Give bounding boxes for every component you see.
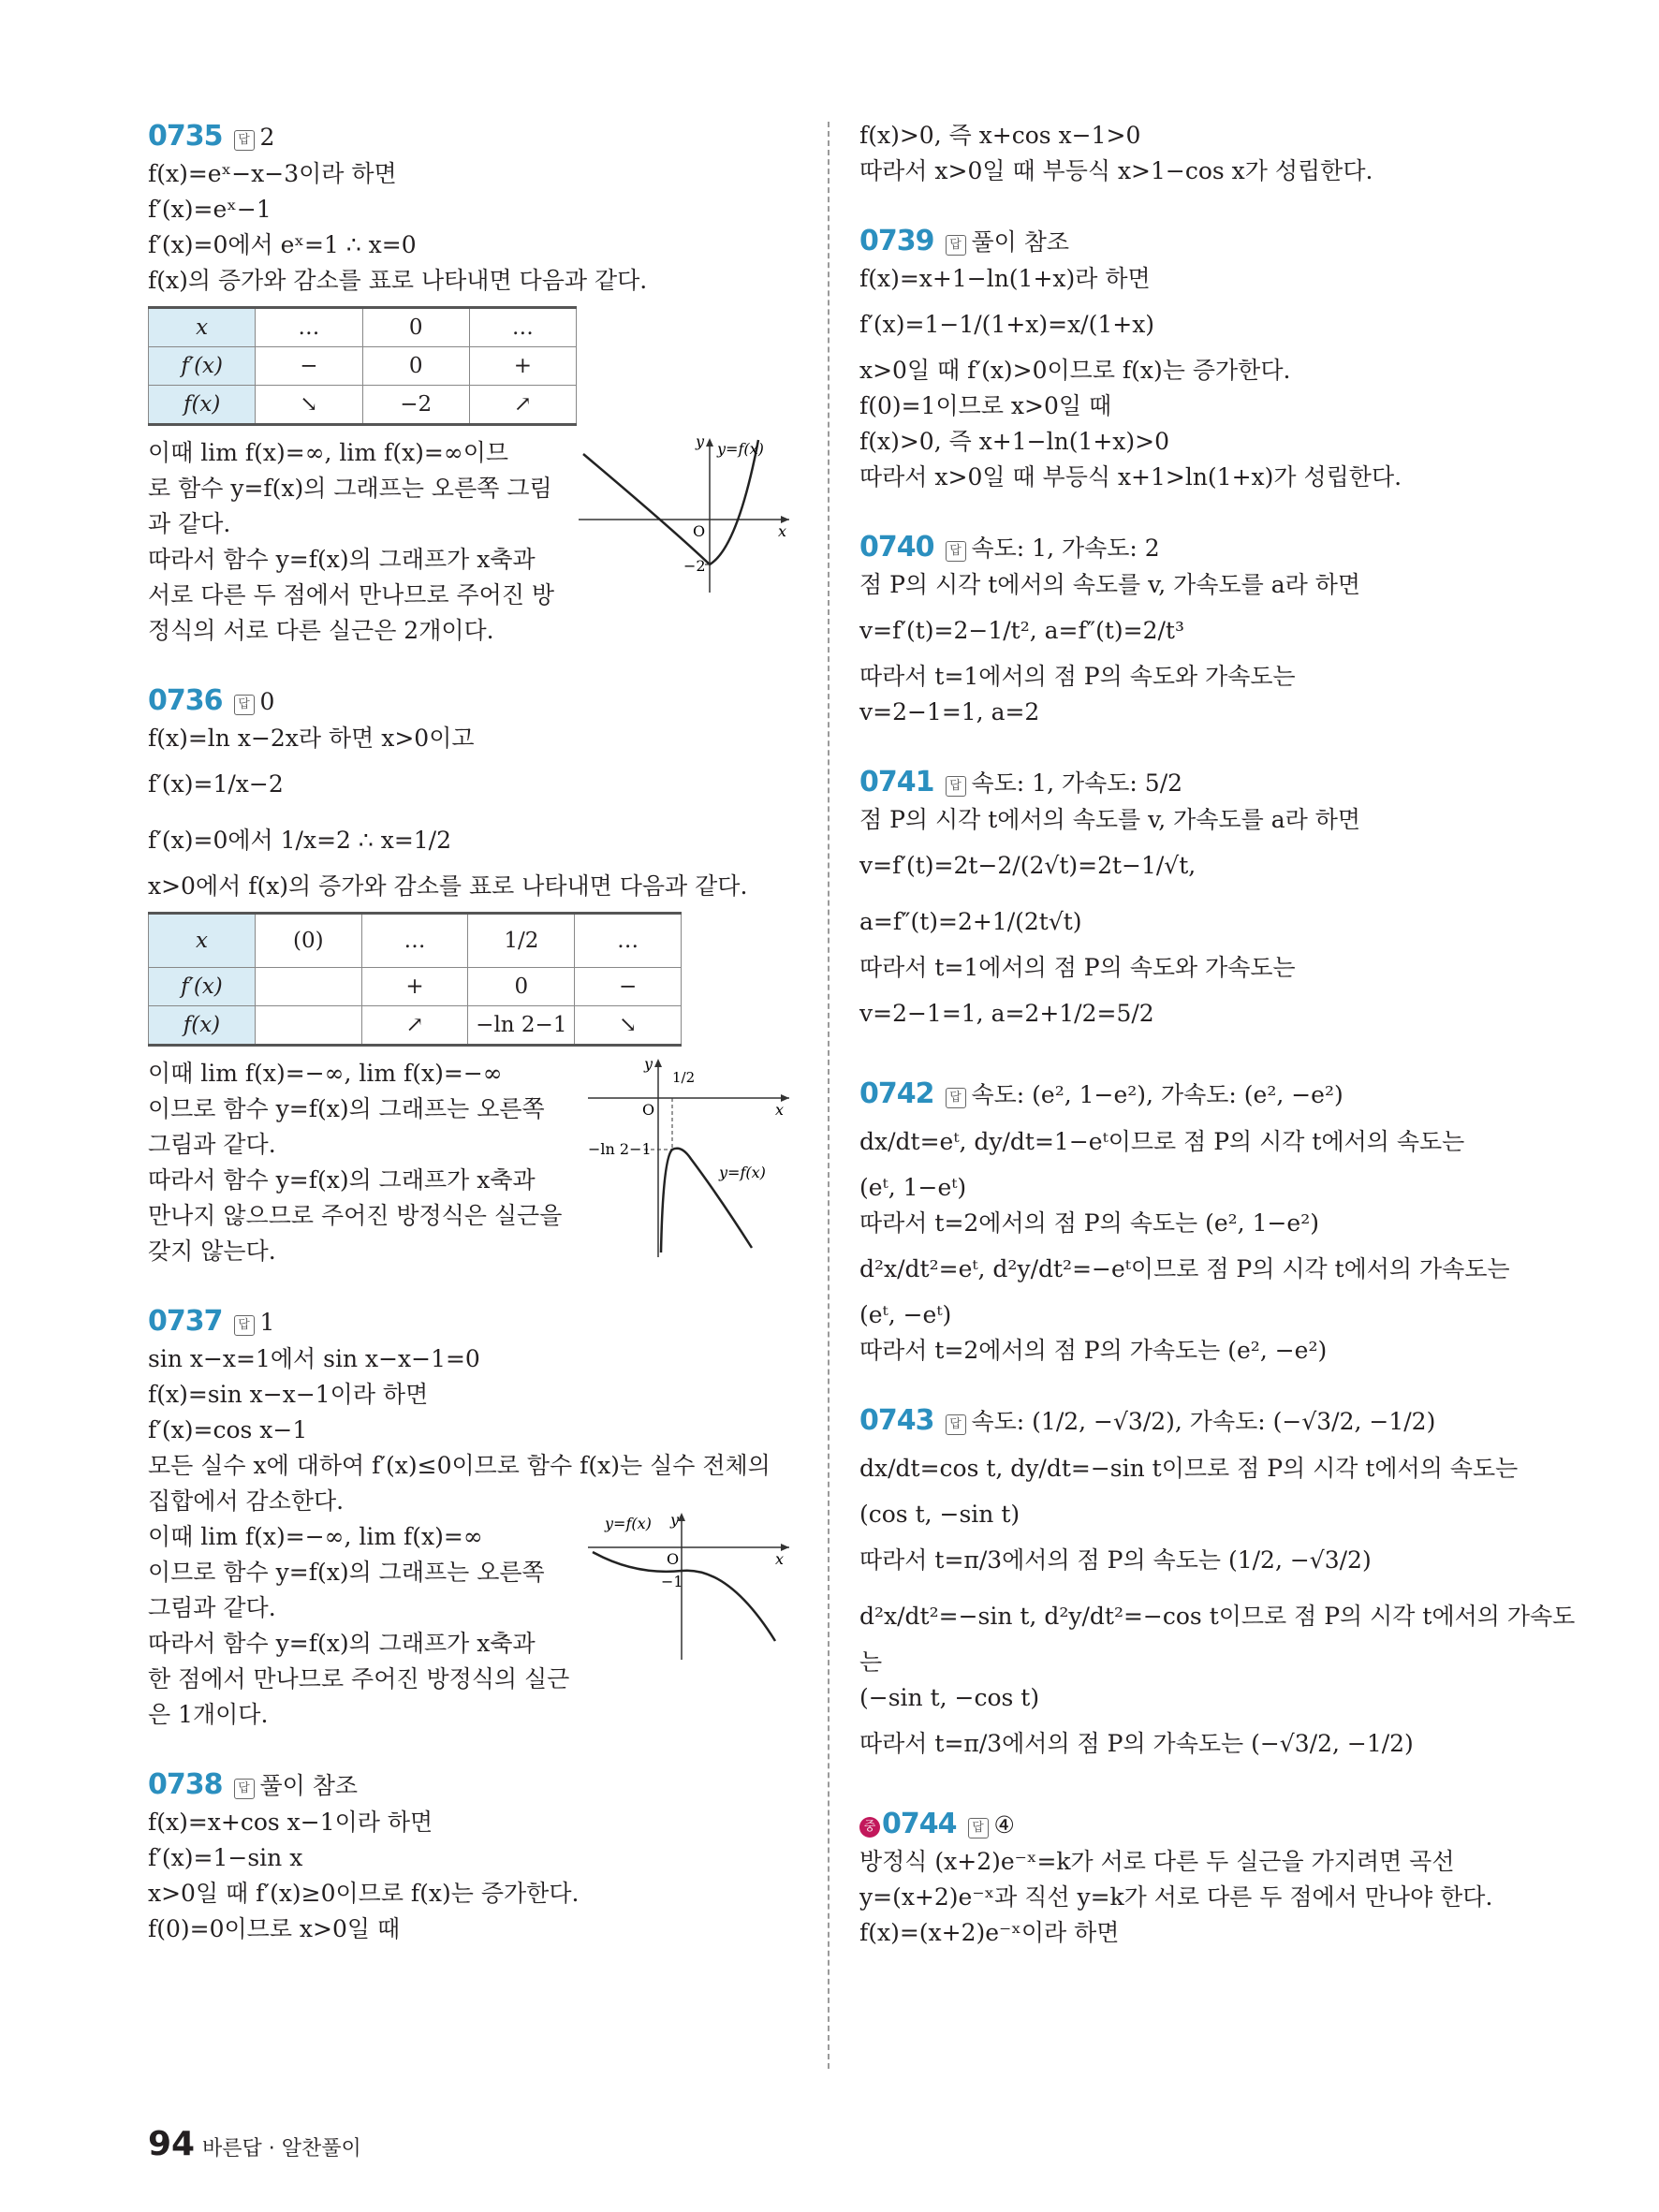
text-line: f(x)=ln x−2x라 하면 x>0이고 [148, 725, 475, 752]
text-line: 과 같다. [148, 510, 231, 537]
text-line: 점 P의 시각 t에서의 속도를 v, 가속도를 a라 하면 [859, 571, 1361, 598]
answer: 속도: (e², 1−e²), 가속도: (e², −e²) [971, 1081, 1343, 1108]
table-cell: f(x) [149, 1006, 256, 1046]
text-line: (eᵗ, 1−eᵗ) [859, 1174, 967, 1201]
problem-number: 0738 [148, 1768, 223, 1801]
text-line: v=f′(t)=2t−2/(2√t)=2t−1/√t, [859, 852, 1197, 879]
graph-0735 [579, 435, 794, 598]
answer-icon: 답 [968, 1818, 989, 1838]
problem-number: 0735 [148, 120, 223, 153]
text-line: f(x)=x+cos x−1이라 하면 [148, 1809, 433, 1836]
graph-x-label: x [775, 1101, 785, 1119]
text-line: (eᵗ, −eᵗ) [859, 1301, 952, 1328]
text-line: f(0)=0이므로 x>0일 때 [148, 1915, 401, 1942]
problem-number: 0737 [148, 1305, 223, 1338]
table-cell: −2 [362, 386, 469, 425]
text-line: f(x)=sin x−x−1이라 하면 [148, 1381, 429, 1408]
table-cell: 0 [362, 347, 469, 386]
text-line: dx/dt=eᵗ, dy/dt=1−eᵗ이므로 점 P의 시각 t에서의 속도는 [859, 1128, 1465, 1155]
text-with-graph [148, 1511, 794, 1733]
text-line: dx/dt=cos t, dy/dt=−sin t이므로 점 P의 시각 t에서의 속도는 [859, 1455, 1519, 1482]
problem-number: 0736 [148, 684, 223, 717]
problem-0743 [859, 1402, 1576, 1772]
table-cell: … [361, 914, 468, 968]
graph-0737 [588, 1510, 794, 1673]
answer: 속도: 1, 가속도: 5/2 [971, 769, 1183, 797]
answer-icon: 답 [234, 130, 255, 151]
text-line: 따라서 x>0일 때 부등식 x+1>ln(1+x)가 성립한다. [859, 463, 1402, 491]
text-line: f′(x)=cos x−1 [148, 1416, 308, 1443]
graph-curve-label: y=f(x) [719, 1164, 766, 1181]
text-line: f(x)=eˣ−x−3이라 하면 [148, 160, 397, 187]
text-line: x>0일 때 f′(x)>0이므로 f(x)는 증가한다. [859, 357, 1291, 384]
problem-header [148, 118, 794, 156]
graph-y-label: y [670, 1511, 680, 1529]
text-line: 이므로 함수 y=f(x)의 그래프는 오른쪽 [148, 1095, 545, 1122]
problem-number: 0739 [859, 225, 934, 257]
table-cell: x [149, 308, 256, 347]
graph-y-label: y [696, 435, 705, 450]
answer: 0 [259, 688, 275, 715]
text-line: f(x)의 증가와 감소를 표로 나타내면 다음과 같다. [148, 267, 648, 294]
text-line: f(x)>0, 즉 x+cos x−1>0 [859, 122, 1141, 149]
table-cell [255, 968, 361, 1006]
text-line: 이때 lim f(x)=∞, lim f(x)=∞이므 [148, 439, 508, 466]
table-cell: + [469, 347, 576, 386]
text-line: y=(x+2)e⁻ˣ과 직선 y=k가 서로 다른 두 점에서 만나야 한다. [859, 1883, 1493, 1911]
text-line: 는 [859, 1648, 883, 1676]
problem-0735 [148, 118, 794, 649]
graph-origin: O [667, 1550, 680, 1568]
answer-icon: 답 [234, 695, 255, 715]
problem-number: 0741 [859, 766, 934, 798]
text-line: 갖지 않는다. [148, 1238, 276, 1265]
text-line: 따라서 t=2에서의 점 P의 가속도는 (e², −e²) [859, 1337, 1328, 1364]
table-cell: x [149, 914, 256, 968]
problem-0739 [859, 223, 1515, 495]
left-column [148, 118, 794, 1947]
graph-tick-label: 1/2 [672, 1069, 696, 1086]
text-line: 이때 lim f(x)=−∞, lim f(x)=−∞ [148, 1060, 503, 1087]
problem-number: 0743 [859, 1404, 934, 1437]
table-cell: f′(x) [149, 968, 256, 1006]
text-line: 은 1개이다. [148, 1701, 269, 1728]
right-column [859, 118, 1576, 1951]
text-line: f′(x)=1/x−2 [148, 770, 284, 798]
text-line: sin x−x=1에서 sin x−x−1=0 [148, 1345, 480, 1372]
graph-origin: O [693, 522, 706, 540]
text-line: f(x)=(x+2)e⁻ˣ이라 하면 [859, 1919, 1120, 1946]
answer-icon: 답 [234, 1779, 255, 1799]
table-cell [255, 1006, 361, 1046]
text-with-graph [148, 1056, 794, 1269]
text-line: 따라서 함수 y=f(x)의 그래프가 x축과 [148, 546, 536, 573]
problem-header [148, 682, 794, 721]
text-line: f′(x)=1−sin x [148, 1844, 303, 1871]
answer: ④ [993, 1811, 1015, 1838]
text-line: 따라서 t=1에서의 점 P의 속도와 가속도는 [859, 663, 1296, 690]
text-line: 로 함수 y=f(x)의 그래프는 오른쪽 그림 [148, 475, 552, 502]
problem-header [148, 1303, 794, 1341]
problem-header [148, 1766, 794, 1805]
table-cell: ↘ [575, 1006, 682, 1046]
text-line: 이때 lim f(x)=−∞, lim f(x)=∞ [148, 1523, 483, 1550]
text-line: 서로 다른 두 점에서 만나므로 주어진 방 [148, 581, 555, 608]
problem-header [859, 764, 1515, 802]
answer-icon: 답 [234, 1315, 255, 1336]
answer: 1 [259, 1309, 275, 1336]
answer-icon: 답 [946, 1088, 966, 1108]
table-cell: ↘ [256, 386, 362, 425]
text-line: d²x/dt²=eᵗ, d²y/dt²=−eᵗ이므로 점 P의 시각 t에서의 가속도는 [859, 1255, 1510, 1282]
table-cell: f(x) [149, 386, 256, 425]
problem-0738-continued [859, 118, 1515, 189]
text-line: f′(x)=0에서 1/x=2 ∴ x=1/2 [148, 827, 451, 854]
graph-x-label: x [778, 522, 787, 540]
problem-number: 0740 [859, 531, 934, 564]
text-line: 따라서 함수 y=f(x)의 그래프가 x축과 [148, 1166, 536, 1194]
answer: 2 [259, 124, 275, 151]
text-line: 점 P의 시각 t에서의 속도를 v, 가속도를 a라 하면 [859, 806, 1361, 833]
table-cell: − [575, 968, 682, 1006]
text-line: 방정식 (x+2)e⁻ˣ=k가 서로 다른 두 실근을 가지려면 곡선 [859, 1848, 1455, 1875]
answer-icon: 답 [946, 541, 966, 562]
text-line: v=f′(t)=2−1/t², a=f″(t)=2/t³ [859, 617, 1184, 644]
text-line: 집합에서 감소한다. [148, 1487, 345, 1515]
problem-0744 [859, 1806, 1515, 1951]
text-with-graph [148, 435, 794, 649]
problem-0737 [148, 1303, 794, 1733]
graph-min-label: −2 [683, 557, 706, 575]
table-cell: … [256, 308, 362, 347]
text-line: x>0일 때 f′(x)≥0이므로 f(x)는 증가한다. [148, 1880, 580, 1907]
answer: 풀이 참조 [971, 228, 1070, 256]
problem-0736 [148, 682, 794, 1269]
problem-header [859, 1402, 1515, 1441]
text-line: 따라서 t=π/3에서의 점 P의 속도는 (1/2, −√3/2) [859, 1546, 1372, 1574]
column-divider [828, 122, 830, 2069]
text-line: 모든 실수 x에 대하여 f′(x)≤0이므로 함수 f(x)는 실수 전체의 [148, 1452, 771, 1479]
problem-header [859, 1806, 1515, 1844]
answer: 속도: 1, 가속도: 2 [971, 535, 1160, 562]
graph-curve-label: y=f(x) [717, 440, 764, 458]
graph-x-label: x [775, 1550, 785, 1568]
text-line: v=2−1=1, a=2+1/2=5/2 [859, 1000, 1154, 1027]
table-cell: + [361, 968, 468, 1006]
variation-table [148, 912, 682, 1047]
text-line: (cos t, −sin t) [859, 1501, 1020, 1528]
text-line: 따라서 t=2에서의 점 P의 속도는 (e², 1−e²) [859, 1209, 1319, 1237]
problem-0742 [859, 1076, 1515, 1369]
graph-intercept-label: −1 [661, 1573, 683, 1590]
table-cell: f′(x) [149, 347, 256, 386]
text-line: 따라서 x>0일 때 부등식 x>1−cos x가 성립한다. [859, 157, 1373, 184]
text-line: v=2−1=1, a=2 [859, 698, 1040, 725]
table-cell: ↗ [469, 386, 576, 425]
table-cell: −ln 2−1 [468, 1006, 575, 1046]
text-line: 따라서 함수 y=f(x)의 그래프가 x축과 [148, 1630, 536, 1657]
problem-header [859, 223, 1515, 261]
page-number: 94 [148, 2125, 196, 2163]
table-cell: 0 [362, 308, 469, 347]
text-line: f(x)>0, 즉 x+1−ln(1+x)>0 [859, 428, 1170, 455]
text-line: f′(x)=eˣ−1 [148, 196, 272, 223]
text-line: 정식의 서로 다른 실근은 2개이다. [148, 617, 494, 644]
text-line: d²x/dt²=−sin t, d²y/dt²=−cos t이므로 점 P의 시각 t에서의 가속도 [859, 1603, 1576, 1630]
problem-0741 [859, 764, 1515, 1042]
text-line: 이므로 함수 y=f(x)의 그래프는 오른쪽 [148, 1559, 545, 1586]
text-line: 따라서 t=1에서의 점 P의 속도와 가속도는 [859, 954, 1296, 981]
difficulty-mark: 중 [859, 1817, 880, 1838]
footer-label: 바른답 · 알찬풀이 [202, 2137, 361, 2161]
table-cell: … [575, 914, 682, 968]
graph-curve-label: y=f(x) [605, 1515, 652, 1532]
table-cell: (0) [255, 914, 361, 968]
table-cell: ↗ [361, 1006, 468, 1046]
text-line: 그림과 같다. [148, 1594, 276, 1621]
problem-0740 [859, 529, 1515, 730]
text-line: 따라서 t=π/3에서의 점 P의 가속도는 (−√3/2, −1/2) [859, 1730, 1414, 1757]
text-line: f(0)=1이므로 x>0일 때 [859, 392, 1112, 419]
problem-header [859, 1076, 1515, 1114]
answer: 풀이 참조 [259, 1772, 359, 1799]
answer-icon: 답 [946, 776, 966, 797]
answer-icon: 답 [946, 1414, 966, 1435]
text-line: (−sin t, −cos t) [859, 1684, 1040, 1711]
table-cell: 0 [468, 968, 575, 1006]
text-line: 만나지 않으므로 주어진 방정식은 실근을 [148, 1202, 563, 1229]
text-line: 한 점에서 만나므로 주어진 방정식의 실근 [148, 1665, 570, 1692]
variation-table [148, 306, 577, 426]
text-line: x>0에서 f(x)의 증가와 감소를 표로 나타내면 다음과 같다. [148, 872, 748, 900]
text-line: 그림과 같다. [148, 1131, 276, 1158]
graph-0736 [588, 1056, 794, 1266]
text-line: f′(x)=1−1/(1+x)=x/(1+x) [859, 311, 1155, 338]
text-line: f′(x)=0에서 eˣ=1 ∴ x=0 [148, 231, 417, 258]
problem-number: 0742 [859, 1077, 934, 1110]
text-line: f(x)=x+1−ln(1+x)라 하면 [859, 265, 1151, 292]
table-cell: − [256, 347, 362, 386]
graph-max-label: −ln 2−1 [588, 1140, 652, 1158]
text-line: a=f″(t)=2+1/(2t√t) [859, 908, 1082, 935]
answer: 속도: (1/2, −√3/2), 가속도: (−√3/2, −1/2) [971, 1408, 1436, 1435]
graph-y-label: y [644, 1056, 653, 1073]
graph-origin: O [642, 1101, 655, 1119]
problem-0738 [148, 1766, 794, 1947]
answer-icon: 답 [946, 235, 966, 256]
problem-number: 0744 [882, 1808, 957, 1840]
table-cell: … [469, 308, 576, 347]
problem-header [859, 529, 1515, 567]
table-cell: 1/2 [468, 914, 575, 968]
